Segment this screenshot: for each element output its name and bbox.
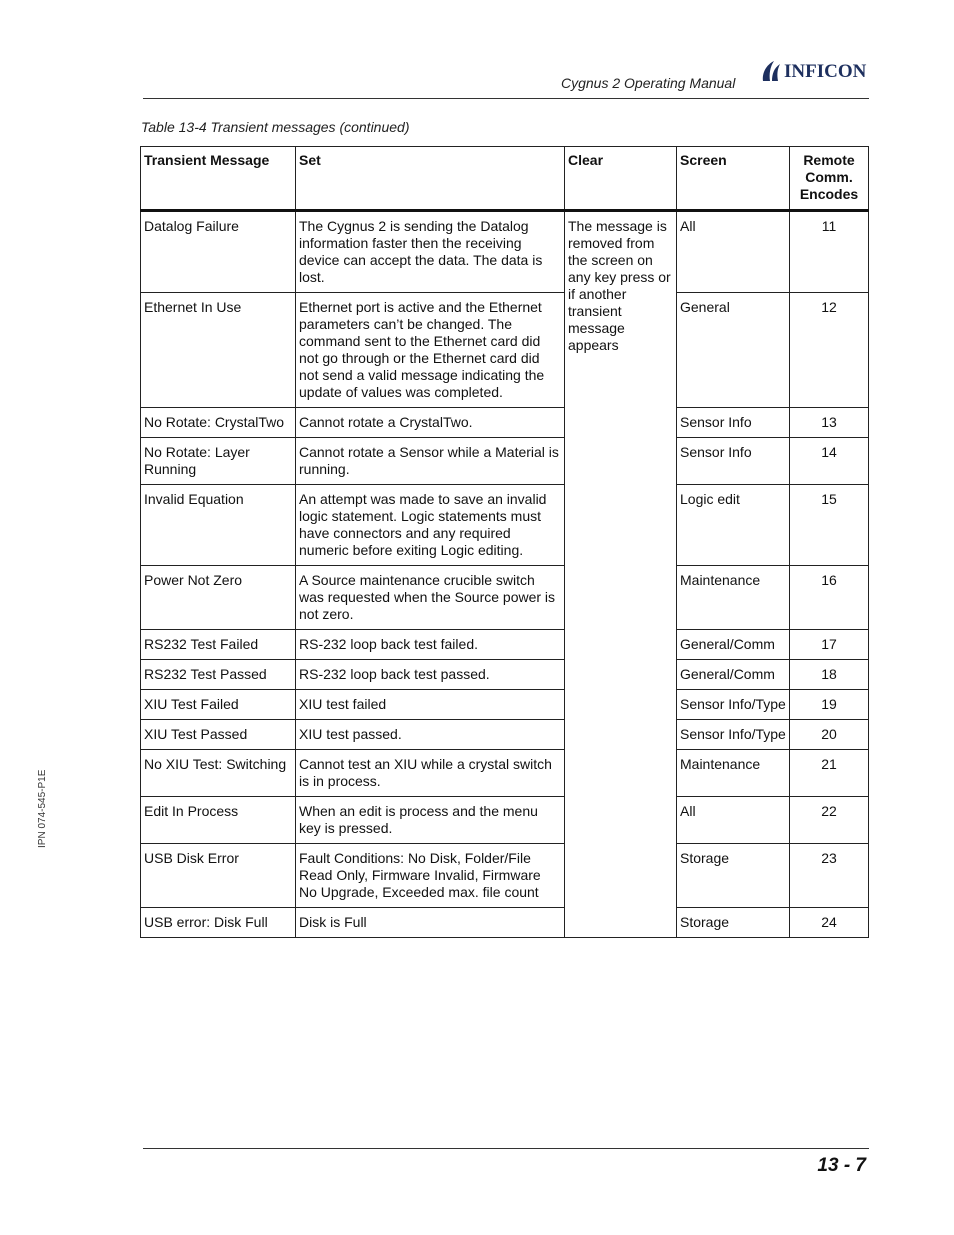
- cell-set: XIU test failed: [296, 690, 565, 720]
- cell-screen: Sensor Info: [677, 408, 790, 438]
- col-header-set: Set: [296, 147, 565, 211]
- table-row: [141, 690, 869, 720]
- inficon-logo-mark-icon: [760, 59, 784, 83]
- table-caption: Table 13-4 Transient messages (continued): [141, 119, 410, 135]
- cell-set: Ethernet port is active and the Ethernet parameters can’t be changed. The command sent to the Ethernet card did not go through or the Ethernet card did not send a valid message indicating the update of values was completed.: [296, 293, 565, 408]
- table-row: [141, 660, 869, 690]
- cell-message: RS232 Test Failed: [141, 630, 296, 660]
- footer-rule: [143, 1148, 869, 1149]
- cell-screen: General: [677, 293, 790, 408]
- cell-code: 14: [790, 438, 869, 485]
- cell-set: Cannot test an XIU while a crystal switch is in process.: [296, 750, 565, 797]
- cell-screen: Storage: [677, 844, 790, 908]
- cell-message: Edit In Process: [141, 797, 296, 844]
- table-row: [141, 211, 869, 293]
- table-row: [141, 720, 869, 750]
- cell-screen: General/Comm: [677, 630, 790, 660]
- cell-screen: Maintenance: [677, 566, 790, 630]
- inficon-logo: [760, 59, 872, 83]
- cell-code: 18: [790, 660, 869, 690]
- cell-code: 11: [790, 211, 869, 293]
- table-header-row: [141, 147, 869, 211]
- cell-set: Fault Conditions: No Disk, Folder/File Read Only, Firmware Invalid, Firmware No Upgrade, Exceeded max. file count: [296, 844, 565, 908]
- cell-message: Invalid Equation: [141, 485, 296, 566]
- cell-code: 22: [790, 797, 869, 844]
- cell-set: Cannot rotate a Sensor while a Material is running.: [296, 438, 565, 485]
- cell-code: 13: [790, 408, 869, 438]
- cell-code: 20: [790, 720, 869, 750]
- table-row: [141, 908, 869, 938]
- cell-screen: Sensor Info: [677, 438, 790, 485]
- cell-code: 19: [790, 690, 869, 720]
- cell-message: No Rotate: Layer Running: [141, 438, 296, 485]
- transient-messages-table: [140, 146, 869, 938]
- cell-set: An attempt was made to save an invalid logic statement. Logic statements must have connectors and any required numeric before exiting Logic editing.: [296, 485, 565, 566]
- cell-set: Disk is Full: [296, 908, 565, 938]
- cell-code: 17: [790, 630, 869, 660]
- cell-screen: Logic edit: [677, 485, 790, 566]
- cell-set: Cannot rotate a CrystalTwo.: [296, 408, 565, 438]
- col-header-clear: Clear: [565, 147, 677, 211]
- cell-message: XIU Test Passed: [141, 720, 296, 750]
- header-rule: [143, 98, 869, 99]
- col-header-remote-comm-encodes: Remote Comm. Encodes: [790, 147, 869, 211]
- page-number: 13 - 7: [817, 1155, 866, 1176]
- cell-code: 24: [790, 908, 869, 938]
- cell-message: USB Disk Error: [141, 844, 296, 908]
- table-row: [141, 797, 869, 844]
- cell-set: RS-232 loop back test failed.: [296, 630, 565, 660]
- table-row: [141, 566, 869, 630]
- cell-message: Datalog Failure: [141, 211, 296, 293]
- table-row: [141, 485, 869, 566]
- cell-code: 16: [790, 566, 869, 630]
- cell-code: 21: [790, 750, 869, 797]
- cell-message: No Rotate: CrystalTwo: [141, 408, 296, 438]
- cell-message: USB error: Disk Full: [141, 908, 296, 938]
- table-row: [141, 630, 869, 660]
- table-row: [141, 293, 869, 408]
- cell-set: The Cygnus 2 is sending the Datalog information faster then the receiving device can accept the data. The data is lost.: [296, 211, 565, 293]
- cell-set: XIU test passed.: [296, 720, 565, 750]
- col-header-transient-message: Transient Message: [141, 147, 296, 211]
- document-ipn-code: IPN 074-545-P1E: [37, 769, 48, 848]
- cell-message: XIU Test Failed: [141, 690, 296, 720]
- table-row: [141, 844, 869, 908]
- cell-message: No XIU Test: Switching: [141, 750, 296, 797]
- cell-message: Ethernet In Use: [141, 293, 296, 408]
- cell-message: Power Not Zero: [141, 566, 296, 630]
- col-header-screen: Screen: [677, 147, 790, 211]
- cell-screen: Maintenance: [677, 750, 790, 797]
- table-row: [141, 750, 869, 797]
- table-row: [141, 438, 869, 485]
- cell-code: 15: [790, 485, 869, 566]
- cell-screen: All: [677, 797, 790, 844]
- cell-message: RS232 Test Passed: [141, 660, 296, 690]
- cell-set: RS-232 loop back test passed.: [296, 660, 565, 690]
- manual-title: Cygnus 2 Operating Manual: [561, 75, 736, 91]
- cell-code: 12: [790, 293, 869, 408]
- logo-wordmark: INFICON: [784, 61, 867, 82]
- cell-screen: Storage: [677, 908, 790, 938]
- cell-set: A Source maintenance crucible switch was requested when the Source power is not zero.: [296, 566, 565, 630]
- cell-screen: Sensor Info/Type: [677, 690, 790, 720]
- cell-clear: The message is removed from the screen on any key press or if another transient message appears: [565, 211, 677, 938]
- table-row: [141, 408, 869, 438]
- cell-screen: All: [677, 211, 790, 293]
- cell-screen: Sensor Info/Type: [677, 720, 790, 750]
- cell-code: 23: [790, 844, 869, 908]
- cell-set: When an edit is process and the menu key is pressed.: [296, 797, 565, 844]
- cell-screen: General/Comm: [677, 660, 790, 690]
